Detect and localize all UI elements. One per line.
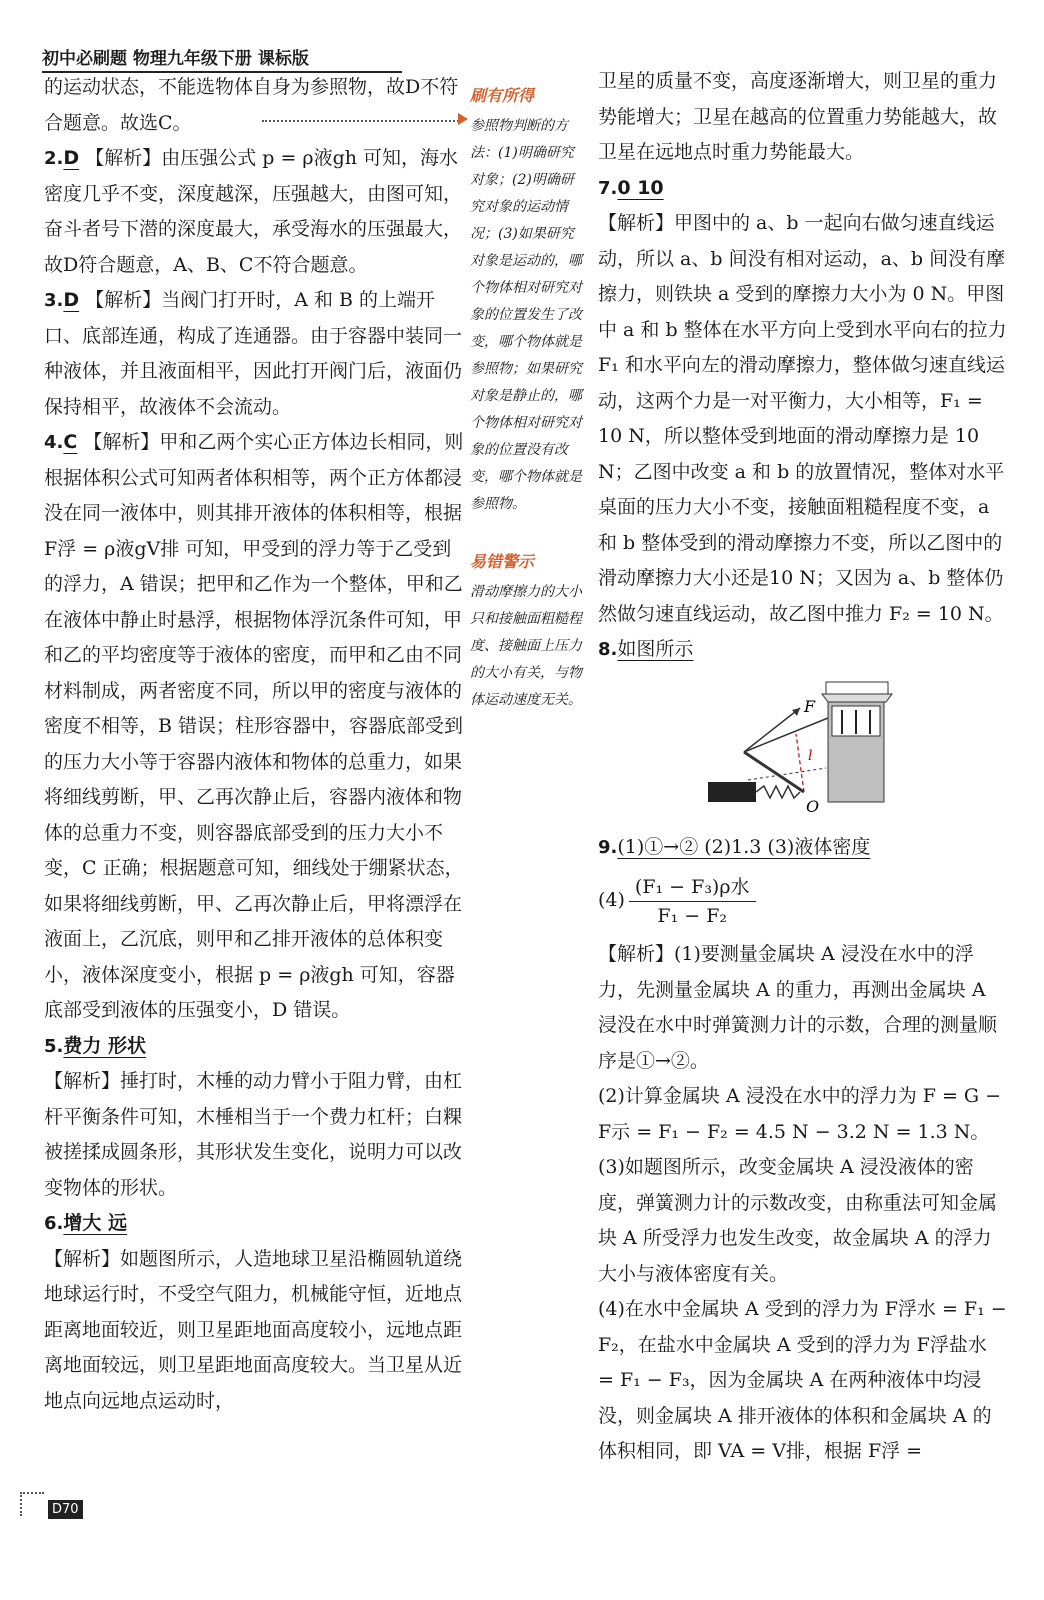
question-7: 7.0 10 【解析】甲图中的 a、b 一起向右做匀速直线运动，所以 a、b 间没有相对运动，a、b 间没有摩擦力，则铁块 a 受到的摩擦力大小为 0 N。甲图中 a 和 b 整体在水平方向上受到水平向右的拉力 F₁ 和水平向左的滑动摩擦力，整体做匀速直线运动，这两个力是一对平衡力，大小相等，F₁ = 10 N，所以整体受到地面的滑动摩擦力是 10 N；乙图中改变 a 和 b 的放置情况，整体对水平桌面的压力大小不变，接触面粗糙程度不变，a 和 b 整体受到的滑动摩擦力不变，所以乙图中的滑动摩擦力大小还是10 N；又因为 a、b 整体仍然做匀速直线运动，故乙图中推力 F₂ = 10 N。 [598, 176, 1007, 625]
force-label: F [804, 696, 816, 716]
q9-explain-1: 【解析】(1)要测量金属块 A 浸没在水中的浮力，先测量金属块 A 的重力，再测出金属块 A 浸没在水中时弹簧测力计的示数，合理的测量顺序是①→②。 [598, 943, 998, 1072]
continued-text-right: 卫星的质量不变，高度逐渐增大，则卫星的重力势能增大；卫星在越高的位置重力势能越大，故卫星在远地点时重力势能最大。 [598, 70, 998, 163]
pivot-label: O [806, 796, 820, 816]
question-9: 9.(1)①→② (2)1.3 (3)液体密度 [598, 835, 871, 858]
question-2: 2.D 【解析】由压强公式 p = ρ液gh 可知，海水密度几乎不变，深度越深，压强越大，由图可知，奋斗者号下潜的深度最大，承受海水的压强最大，故D符合题意，A、B、C不符合题意。 [44, 147, 463, 276]
fraction-denominator: F₁ − F₂ [657, 904, 728, 927]
q9-explain-2: (2)计算金属块 A 浸没在水中的浮力为 F = G − F示 = F₁ − F₂ = 4.5 N − 3.2 N = 1.3 N。 [598, 1085, 1002, 1143]
question-4: 4.C 【解析】甲和乙两个实心正方体边长相同，则根据体积公式可知两者体积相等，两个正方体都浸没在同一液体中，则其排开液体的体积相等，根据 F浮 = ρ液gV排 可知，甲受到的浮力等于乙受到的浮力，A 错误；把甲和乙作为一个整体，甲和乙在液体中静止时悬浮，根据物体浮沉条件可知，甲和乙的平均密度等于液体的密度，而甲和乙由不同材料制成，两者密度不同，所以甲的密度与液体的密度不相等，B 错误；柱形容器中，容器底部受到的压力大小等于容器内液体和物体的总重力，如果将细线剪断，甲、乙再次静止后，容器内液体和物体的总重力不变，则容器底部受到的压力大小不变，C 正确；根据题意可知，细线处于绷紧状态，如果将细线剪断，甲、乙再次静止后，甲将漂浮在液面上，乙沉底，则甲和乙排开液体的总体积变小，液体深度变小，根据 p = ρ液gh 可知，容器底部受到液体的压强变小，D 错误。 [44, 431, 464, 1021]
page-number: D70 [48, 1500, 83, 1519]
side-notes [470, 82, 582, 714]
continued-text: 的运动状态，不能选物体自身为参照物，故D不符合题意。故选C。 [44, 76, 459, 134]
side-title-gain: 刷有所得 [470, 86, 535, 105]
q9-formula: (4) $\frac{\text{(F₁ − F₃)ρ水}}{\text{F₁ − F₂}}$ [598, 865, 1008, 937]
lever-diagram [708, 674, 898, 824]
question-8: 8.如图所示 [598, 638, 694, 660]
question-3: 3.D 【解析】当阀门打开时，A 和 B 的上端开口、底部连通，构成了连通器。由于容器中装同一种液体，并且液面相平，因此打开阀门后，液面仍保持相平，故液体不会流动。 [44, 289, 463, 418]
question-6: 6.增大 远 【解析】如题图所示，人造地球卫星沿椭圆轨道绕地球运行时，不受空气阻力，机械能守恒，近地点距离地面较近，则卫星距地面高度较小，远地点距离地面较远，则卫星距地面高度较大。当卫星从近地点向远地点运动时， [44, 1212, 463, 1412]
page-header: 初中必刷题 物理九年级下册 课标版 [42, 44, 402, 73]
side-title-warning: 易错警示 [470, 552, 535, 571]
lever-figure [708, 674, 1008, 824]
side-note-friction: 滑动摩擦力的大小只和接触面粗糙程度、接触面上压力的大小有关，与物体运动速度无关。 [470, 584, 582, 708]
q9-explain-4: (4)在水中金属块 A 受到的浮力为 F浮水 = F₁ − F₂，在盐水中金属块 A 受到的浮力为 F浮盐水 = F₁ − F₃，因为金属块 A 在两种液体中均浸没，则金属块 A 排开液体的体积和金属块 A 的体积相同，即 VA = V排，根据 F浮 = [598, 1298, 1007, 1462]
question-5: 5.费力 形状 【解析】捶打时，木棰的动力臂小于阻力臂，由杠杆平衡条件可知，木棰相当于一个费力杠杆；白粿被搓揉成圆条形，其形状发生变化，说明力可以改变物体的形状。 [44, 1034, 463, 1199]
side-note-reference: 参照物判断的方法：(1)明确研究对象；(2)明确研究对象的运动情况；(3)如果研究对象是运动的，哪个物体相对研究对象的位置发生了改变，哪个物体就是参照物；如果研究对象是静止的，哪个物体相对研究对象的位置没有改变，哪个物体就是参照物。 [470, 118, 582, 512]
q9-explain-3: (3)如题图所示，改变金属块 A 浸没液体的密度，弹簧测力计的示数改变，由称重法可知金属块 A 所受浮力也发生改变，故金属块 A 的浮力大小与液体密度有关。 [598, 1156, 998, 1285]
left-column [44, 70, 464, 1419]
arm-label: l [808, 747, 813, 764]
fraction-numerator: (F₁ − F₃)ρ水 [629, 873, 756, 902]
corner-decoration [20, 1492, 44, 1516]
right-column [598, 64, 1008, 1470]
